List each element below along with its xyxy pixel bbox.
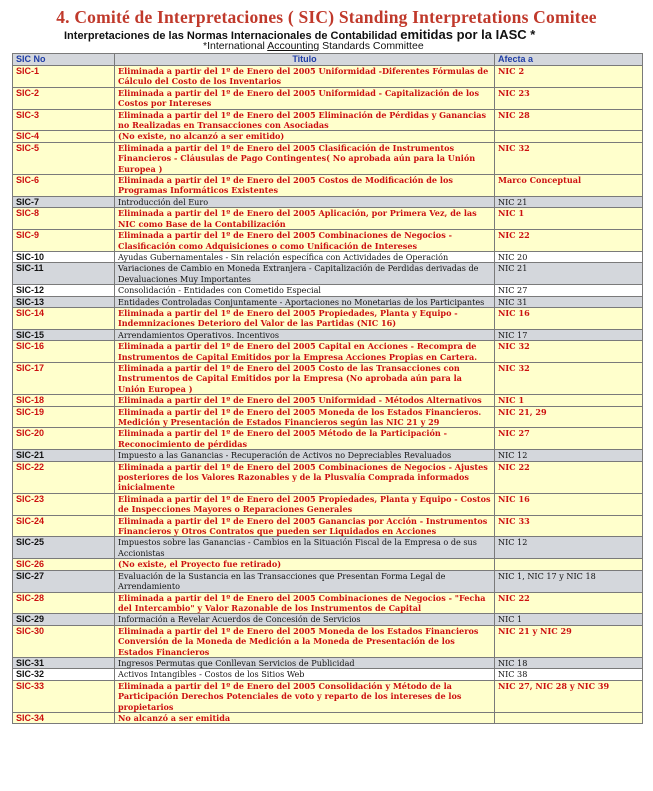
sic-code-cell: SIC-23: [13, 493, 115, 515]
sic-affects-cell: NIC 32: [495, 362, 643, 394]
table-row: [13, 712, 643, 723]
sic-title-cell: Eliminada a partir del 1º de Enero del 2005 Clasificación de Instrumentos Financieros - Cláusulas de Pago Contingentes( No aprobada aún para la Unión Europea ): [115, 142, 495, 174]
table-row: [13, 680, 643, 712]
sic-code-cell: SIC-27: [13, 570, 115, 592]
sic-code-cell: SIC-11: [13, 263, 115, 285]
sic-affects-cell: NIC 1: [495, 208, 643, 230]
sic-code-cell: SIC-5: [13, 142, 115, 174]
sic-code-cell: SIC-33: [13, 680, 115, 712]
table-row: [13, 109, 643, 131]
sic-title-cell: Entidades Controladas Conjuntamente - Aportaciones no Monetarias de los Participantes: [115, 296, 495, 307]
footnote-part-b: Accounting: [267, 40, 320, 52]
footnote-part-c: Standards Committee: [322, 40, 424, 52]
table-row: [13, 263, 643, 285]
sic-affects-cell: NIC 2: [495, 66, 643, 88]
table-row: [13, 307, 643, 329]
sic-title-cell: Eliminada a partir del 1º de Enero del 2005 Costo de las Transacciones con Instrumentos de Capital Emitidos por la Empresa (No aprobada aún para la Unión Europea ): [115, 362, 495, 394]
table-row: [13, 537, 643, 559]
table-row: [13, 395, 643, 406]
sic-title-cell: Arrendamientos Operativos. Incentivos: [115, 329, 495, 340]
sic-code-cell: SIC-13: [13, 296, 115, 307]
sic-code-cell: SIC-4: [13, 131, 115, 142]
footnote-part-a: *International: [203, 40, 265, 52]
table-row: [13, 341, 643, 363]
sic-affects-cell: NIC 22: [495, 592, 643, 614]
table-row: [13, 428, 643, 450]
sic-title-cell: Eliminada a partir del 1º de Enero del 2005 Moneda de los Estados Financieros Conversión de la Moneda de Medición a la Moneda de Presentación de los Estados Financieros: [115, 625, 495, 657]
sic-code-cell: SIC-12: [13, 285, 115, 296]
sic-code-cell: SIC-1: [13, 66, 115, 88]
table-row: [13, 450, 643, 461]
sic-title-cell: Eliminada a partir del 1º de Enero del 2005 Uniformidad - Capitalización de los Costos por Intereses: [115, 87, 495, 109]
table-row: [13, 230, 643, 252]
sic-affects-cell: NIC 20: [495, 251, 643, 262]
sic-code-cell: SIC-7: [13, 196, 115, 207]
sic-title-cell: Eliminada a partir del 1º de Enero del 2005 Propiedades, Planta y Equipo - Indemnizaciones Deterioro del Valor de las Partidas (NIC 16): [115, 307, 495, 329]
table-row: [13, 208, 643, 230]
sic-affects-cell: NIC 27, NIC 28 y NIC 39: [495, 680, 643, 712]
table-row: [13, 461, 643, 493]
sic-affects-cell: NIC 1, NIC 17 y NIC 18: [495, 570, 643, 592]
sic-title-cell: Información a Revelar Acuerdos de Concesión de Servicios: [115, 614, 495, 625]
table-row: [13, 66, 643, 88]
sic-code-cell: SIC-22: [13, 461, 115, 493]
sic-affects-cell: NIC 27: [495, 428, 643, 450]
sic-affects-cell: NIC 16: [495, 493, 643, 515]
table-row: [13, 362, 643, 394]
sic-affects-cell: Marco Conceptual: [495, 175, 643, 197]
sic-affects-cell: NIC 23: [495, 87, 643, 109]
sic-code-cell: SIC-19: [13, 406, 115, 428]
header-title: Titulo: [115, 54, 495, 66]
table-row: [13, 657, 643, 668]
table-row: [13, 559, 643, 570]
sic-affects-cell: NIC 22: [495, 461, 643, 493]
sic-title-cell: Eliminada a partir del 1º de Enero del 2005 Combinaciones de Negocios - Clasificación como Adquisiciones o como Unificación de Intereses: [115, 230, 495, 252]
sic-title-cell: Eliminada a partir del 1º de Enero del 2005 Consolidación y Método de la Participación Derechos Potenciales de voto y reparto de los intereses de los propietarios: [115, 680, 495, 712]
subtitle-part-b: emitidas por la IASC *: [400, 27, 536, 42]
sic-title-cell: (No existe, no alcanzó a ser emitido): [115, 131, 495, 142]
sic-affects-cell: NIC 1: [495, 614, 643, 625]
sic-code-cell: SIC-16: [13, 341, 115, 363]
sic-title-cell: Eliminada a partir del 1º de Enero del 2005 Costos de Modificación de los Programas Informáticos Existentes: [115, 175, 495, 197]
sic-title-cell: Evaluación de la Sustancia en las Transacciones que Presentan Forma Legal de Arrendamiento: [115, 570, 495, 592]
footnote: [203, 40, 424, 52]
sic-title-cell: Eliminada a partir del 1º de Enero del 2005 Ganancias por Acción - Instrumentos Financieros y Otros Contratos que pueden ser Liquidados en Acciones: [115, 515, 495, 537]
header-affects: Afecta a: [495, 54, 643, 66]
sic-title-cell: (No existe, el Proyecto fue retirado): [115, 559, 495, 570]
sic-title-cell: Activos Intangibles - Costos de los Sitios Web: [115, 669, 495, 680]
table-header-row: [13, 54, 643, 66]
sic-affects-cell: NIC 17: [495, 329, 643, 340]
sic-code-cell: SIC-28: [13, 592, 115, 614]
sic-code-cell: SIC-20: [13, 428, 115, 450]
sic-title-cell: Eliminada a partir del 1º de Enero del 2005 Uniformidad - Métodos Alternativos: [115, 395, 495, 406]
sic-affects-cell: NIC 33: [495, 515, 643, 537]
table-row: [13, 625, 643, 657]
page-title: 4. Comité de Interpretaciones ( SIC) Standing Interpretations Comitee: [56, 7, 597, 27]
sic-affects-cell: NIC 21, 29: [495, 406, 643, 428]
sic-affects-cell: NIC 12: [495, 537, 643, 559]
sic-affects-cell: NIC 21: [495, 196, 643, 207]
sic-affects-cell: NIC 12: [495, 450, 643, 461]
sic-title-cell: Eliminada a partir del 1º de Enero del 2005 Eliminación de Pérdidas y Ganancias no Realizadas en Transacciones con Asociadas: [115, 109, 495, 131]
sic-title-cell: Eliminada a partir del 1º de Enero del 2005 Capital en Acciones - Recompra de Instrumentos de Capital Emitidos por la Empresa Acciones Propias en Cartera.: [115, 341, 495, 363]
sic-affects-cell: [495, 712, 643, 723]
table-row: [13, 175, 643, 197]
table-row: [13, 669, 643, 680]
sic-code-cell: SIC-31: [13, 657, 115, 668]
sic-title-cell: No alcanzó a ser emitida: [115, 712, 495, 723]
sic-code-cell: SIC-21: [13, 450, 115, 461]
sic-affects-cell: NIC 32: [495, 341, 643, 363]
table-row: [13, 196, 643, 207]
sic-affects-cell: NIC 32: [495, 142, 643, 174]
sic-code-cell: SIC-15: [13, 329, 115, 340]
sic-affects-cell: NIC 21: [495, 263, 643, 285]
sic-title-cell: Eliminada a partir del 1º de Enero del 2005 Método de la Participación - Reconocimiento de pérdidas: [115, 428, 495, 450]
sic-code-cell: SIC-30: [13, 625, 115, 657]
sic-table: [12, 53, 643, 724]
sic-affects-cell: NIC 16: [495, 307, 643, 329]
sic-affects-cell: [495, 559, 643, 570]
table-row: [13, 142, 643, 174]
table-row: [13, 515, 643, 537]
sic-affects-cell: NIC 28: [495, 109, 643, 131]
sic-code-cell: SIC-32: [13, 669, 115, 680]
subtitle-part-a: Interpretaciones de las Normas Internacionales de Contabilidad: [64, 30, 398, 42]
sic-code-cell: SIC-8: [13, 208, 115, 230]
sic-title-cell: Introducción del Euro: [115, 196, 495, 207]
sic-code-cell: SIC-3: [13, 109, 115, 131]
table-row: [13, 296, 643, 307]
table-row: [13, 570, 643, 592]
sic-affects-cell: NIC 18: [495, 657, 643, 668]
sic-affects-cell: NIC 27: [495, 285, 643, 296]
table-row: [13, 329, 643, 340]
table-row: [13, 131, 643, 142]
sic-title-cell: Eliminada a partir del 1º de Enero del 2005 Uniformidad -Diferentes Fórmulas de Cálculo del Costo de los Inventarios: [115, 66, 495, 88]
sic-title-cell: Variaciones de Cambio en Moneda Extranjera - Capitalización de Perdidas derivadas de Devaluaciones Muy Importantes: [115, 263, 495, 285]
sic-code-cell: SIC-25: [13, 537, 115, 559]
sic-affects-cell: NIC 31: [495, 296, 643, 307]
table-row: [13, 614, 643, 625]
table-row: [13, 87, 643, 109]
sic-code-cell: SIC-26: [13, 559, 115, 570]
sic-affects-cell: NIC 1: [495, 395, 643, 406]
table-row: [13, 592, 643, 614]
sic-title-cell: Eliminada a partir del 1º de Enero del 2005 Propiedades, Planta y Equipo - Costos de Inspecciones Mayores o Reparaciones Generales: [115, 493, 495, 515]
sic-title-cell: Impuestos sobre las Ganancias - Cambios en la Situación Fiscal de la Empresa o de sus Accionistas: [115, 537, 495, 559]
sic-code-cell: SIC-29: [13, 614, 115, 625]
sic-affects-cell: NIC 22: [495, 230, 643, 252]
sic-code-cell: SIC-34: [13, 712, 115, 723]
sic-affects-cell: [495, 131, 643, 142]
table-row: [13, 406, 643, 428]
table-row: [13, 493, 643, 515]
sic-code-cell: SIC-2: [13, 87, 115, 109]
sic-title-cell: Eliminada a partir del 1º de Enero del 2005 Moneda de los Estados Financieros. Medición y Presentación de Estados Financieros según las NIC 21 y 29: [115, 406, 495, 428]
sic-code-cell: SIC-6: [13, 175, 115, 197]
sic-title-cell: Consolidación - Entidades con Cometido Especial: [115, 285, 495, 296]
table-row: [13, 285, 643, 296]
sic-affects-cell: NIC 38: [495, 669, 643, 680]
sic-code-cell: SIC-24: [13, 515, 115, 537]
sic-title-cell: Ayudas Gubernamentales - Sin relación específica con Actividades de Operación: [115, 251, 495, 262]
sic-code-cell: SIC-17: [13, 362, 115, 394]
sic-title-cell: Impuesto a las Ganancias - Recuperación de Activos no Depreciables Revaluados: [115, 450, 495, 461]
sic-title-cell: Eliminada a partir del 1º de Enero del 2005 Combinaciones de Negocios - Ajustes posteriores de los Valores Razonables y de la Plusvalía Comprada informados inicialmente: [115, 461, 495, 493]
header-code: SIC No: [13, 54, 115, 66]
sic-affects-cell: NIC 21 y NIC 29: [495, 625, 643, 657]
sic-code-cell: SIC-14: [13, 307, 115, 329]
sic-title-cell: Eliminada a partir del 1º de Enero del 2005 Combinaciones de Negocios - "Fecha del Intercambio" y Valor Razonable de los Instrumentos de Capital: [115, 592, 495, 614]
sic-title-cell: Eliminada a partir del 1º de Enero del 2005 Aplicación, por Primera Vez, de las NIC como Base de la Contabilización: [115, 208, 495, 230]
sic-title-cell: Ingresos Permutas que Conllevan Servicios de Publicidad: [115, 657, 495, 668]
sic-code-cell: SIC-18: [13, 395, 115, 406]
sic-code-cell: SIC-9: [13, 230, 115, 252]
table-row: [13, 251, 643, 262]
sic-code-cell: SIC-10: [13, 251, 115, 262]
